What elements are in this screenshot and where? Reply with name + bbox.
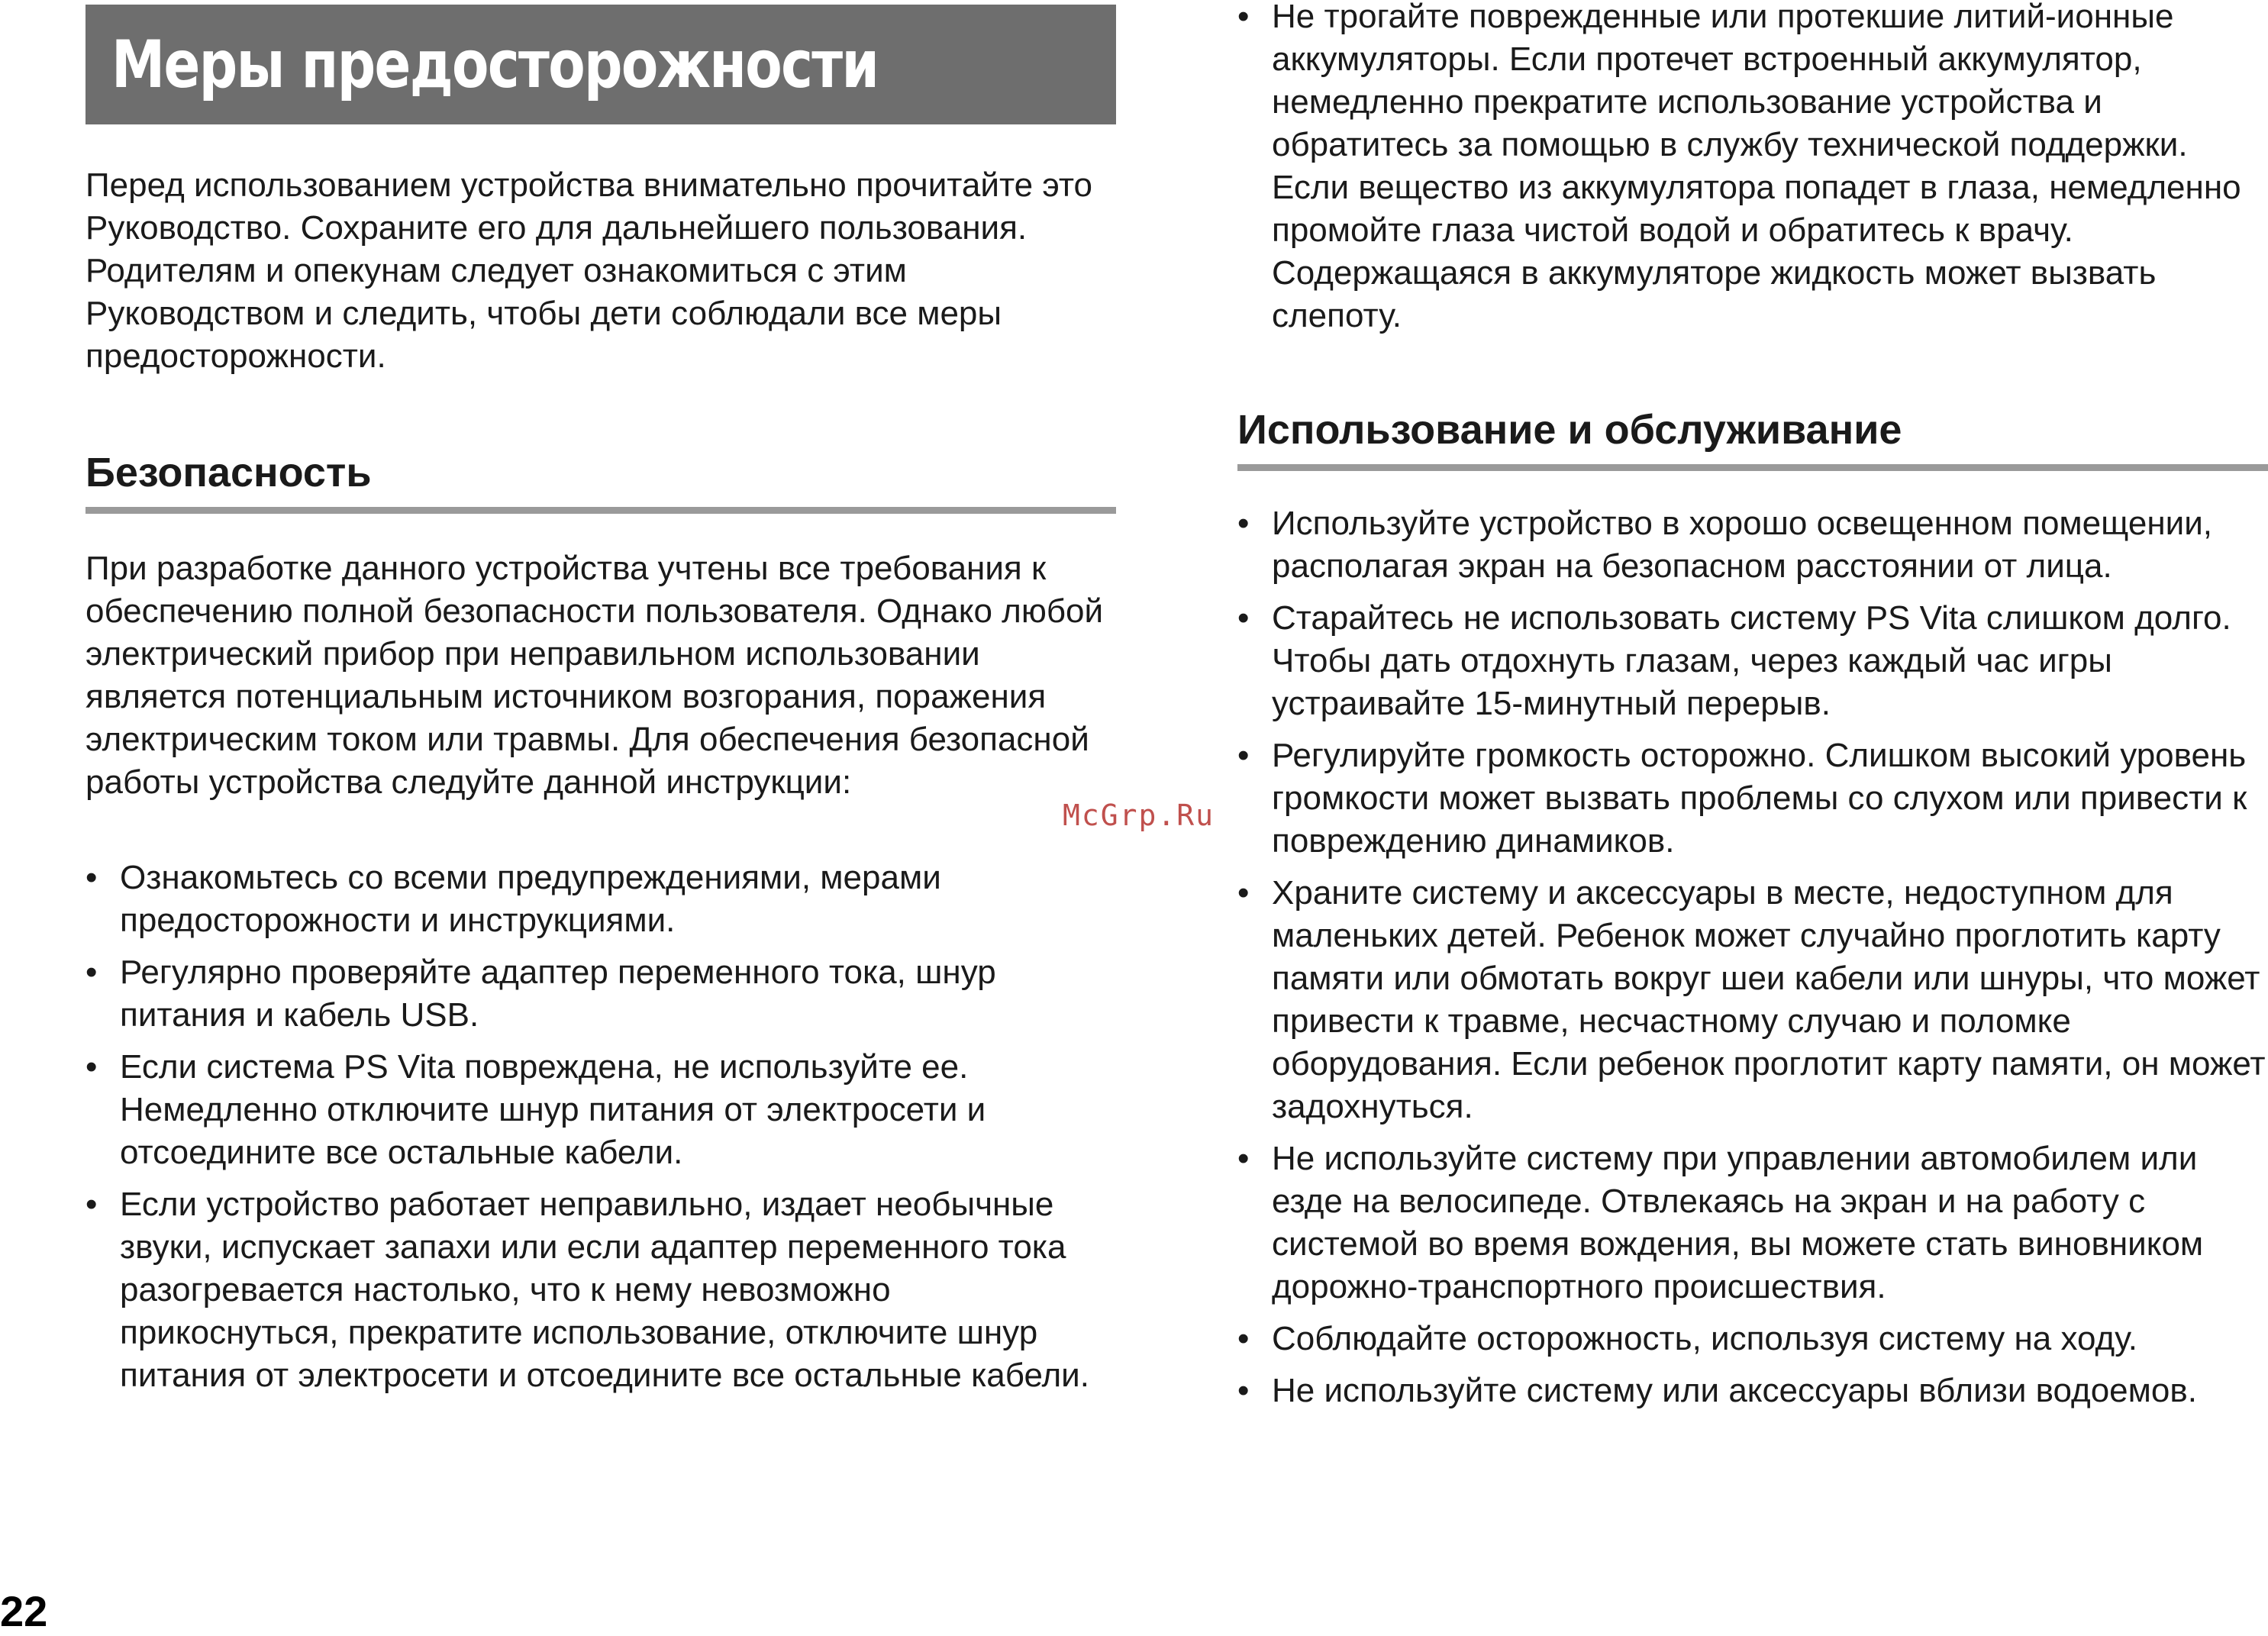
list-item xyxy=(85,1046,1116,1174)
list-item xyxy=(1237,1370,2268,1412)
list-item xyxy=(1237,872,2268,1128)
list-item-text: Используйте устройство в хорошо освещенном помещении, располагая экран на безопасном расстоянии от лица. xyxy=(1272,505,2212,585)
section-heading-safety: Безопасность xyxy=(85,449,1116,514)
list-item xyxy=(1237,734,2268,863)
list-item-text: Регулярно проверяйте адаптер переменного тока, шнур питания и кабель USB. xyxy=(120,954,996,1034)
list-item-text: Если система PS Vita повреждена, не используйте ее. Немедленно отключите шнур питания от электросети и отсоедините все остальные кабели. xyxy=(120,1048,986,1171)
section-heading-usage: Использование и обслуживание xyxy=(1237,406,2268,471)
bullet-icon: • xyxy=(85,1048,98,1086)
list-item xyxy=(85,1183,1116,1397)
list-item-text: Храните систему и аксессуары в месте, недоступном для маленьких детей. Ребенок может случайно проглотить карту памяти или обмотать вокруг шеи кабели или шнуры, что может привести к травме, несчастному случаю и поломке оборудования. Если ребенок проглотит карту памяти, он может задохнуться. xyxy=(1272,874,2266,1125)
bullet-icon: • xyxy=(85,859,98,896)
list-item-text: Соблюдайте осторожность, используя систему на ходу. xyxy=(1272,1320,2137,1357)
list-item-text: Если устройство работает неправильно, издает необычные звуки, испускает запахи или если адаптер переменного тока разогревается настолько, что к нему невозможно прикоснуться, прекратите использование, отключите шнур питания от электросети и отсоедините все остальные кабели. xyxy=(120,1186,1089,1394)
list-item xyxy=(1237,1318,2268,1360)
bullet-icon: • xyxy=(1237,505,1250,542)
bullet-icon: • xyxy=(1237,1372,1250,1409)
list-item xyxy=(1237,502,2268,588)
bullet-icon: • xyxy=(1237,1320,1250,1357)
list-item-text: Не трогайте поврежденные или протекшие литий-ионные аккумуляторы. Если протечет встроенный аккумулятор, немедленно прекратите использование устройства и обратитесь за помощью в службу технической поддержки. Если вещество из аккумулятора попадет в глаза, немедленно промойте глаза чистой водой и обратитесь к врачу. Содержащаяся в аккумуляторе жидкость может вызвать слепоту. xyxy=(1272,0,2241,334)
safety-list xyxy=(85,857,1116,1406)
safety-list-continued xyxy=(1237,0,2268,347)
safety-paragraph: При разработке данного устройства учтены все требования к обеспечению полной безопасности пользователя. Однако любой электрический прибор при неправильном использовании является потенциальным источником возгорания, поражения электрическим током или травмы. Для обеспечения безопасной работы устройства следуйте данной инструкции: xyxy=(85,550,1104,801)
intro-paragraph: Перед использованием устройства внимательно прочитайте это Руководство. Сохраните его для дальнейшего пользования. Родителям и опекунам следует ознакомиться с этим Руководством и следить, чтобы дети соблюдали все меры предосторожности. xyxy=(85,166,1092,375)
bullet-icon: • xyxy=(1237,737,1250,774)
list-item-text: Не используйте систему при управлении автомобилем или езде на велосипеде. Отвлекаясь на экран и на работу с системой во время вождения, вы можете стать виновником дорожно-транспортного происшествия. xyxy=(1272,1140,2204,1305)
bullet-icon: • xyxy=(1237,874,1250,912)
watermark: McGrp.Ru xyxy=(1063,799,1215,832)
list-item xyxy=(1237,1137,2268,1308)
list-item-text: Не используйте систему или аксессуары вблизи водоемов. xyxy=(1272,1372,2197,1409)
list-item xyxy=(85,951,1116,1037)
list-item-text: Регулируйте громкость осторожно. Слишком высокий уровень громкости может вызвать проблемы со слухом или привести к повреждению динамиков. xyxy=(1272,737,2247,860)
list-item xyxy=(85,857,1116,942)
bullet-icon: • xyxy=(85,954,98,991)
list-item xyxy=(1237,597,2268,725)
bullet-icon: • xyxy=(85,1186,98,1223)
bullet-icon: • xyxy=(1237,1140,1250,1177)
list-item-text: Старайтесь не использовать систему PS Vita слишком долго. Чтобы дать отдохнуть глазам, через каждый час игры устраивайте 15-минутный перерыв. xyxy=(1272,599,2231,722)
page-number: 22 xyxy=(0,1587,48,1635)
title-banner xyxy=(85,5,1116,124)
list-item xyxy=(1237,0,2268,337)
bullet-icon: • xyxy=(1237,599,1250,637)
list-item-text: Ознакомьтесь со всеми предупреждениями, мерами предосторожности и инструкциями. xyxy=(120,859,941,939)
bullet-icon: • xyxy=(1237,0,1250,35)
usage-list xyxy=(1237,502,2268,1421)
page-title: Меры предосторожности xyxy=(111,26,879,103)
